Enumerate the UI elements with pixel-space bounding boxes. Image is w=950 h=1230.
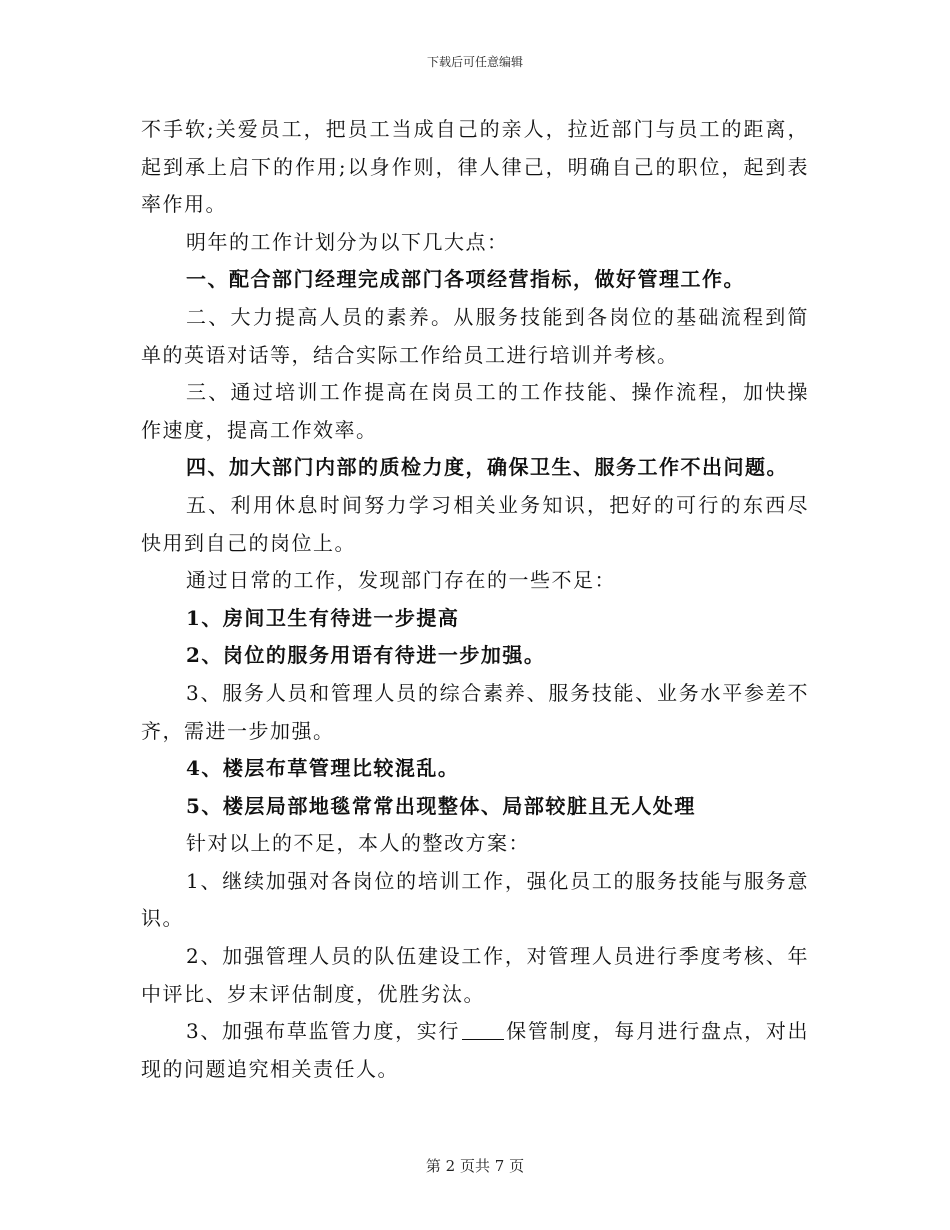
paragraph-4: 二、大力提高人员的素养。从服务技能到各岗位的基础流程到简单的英语对话等，结合实际工作给员工进行培训并考核。: [141, 304, 809, 367]
paragraph-7: 五、利用休息时间努力学习相关业务知识，把好的可行的东西尽快用到自己的岗位上。: [141, 492, 809, 555]
paragraph-8: 通过日常的工作，发现部门存在的一些不足：: [186, 568, 616, 593]
paragraph-17-before-blank: 3、加强布草监管力度，实行: [186, 1019, 461, 1044]
fill-in-blank: [462, 1020, 504, 1040]
paragraph-1: 不手软;关爱员工，把员工当成自己的亲人，拉近部门与员工的距离，起到承上启下的作用;以身作则，律人律己，明确自己的职位，起到表率作用。: [141, 117, 809, 217]
paragraph-17-after-blank: 保管制度，每月进行盘点，对出现的问题追究相关责任人。: [141, 1019, 809, 1081]
paragraph-2: 明年的工作计划分为以下几大点：: [186, 229, 509, 254]
paragraph-12: 4、楼层布草管理比较混乱。: [186, 756, 460, 781]
page-footer: 第 2 页共 7 页: [425, 1157, 525, 1175]
paragraph-3: 一、配合部门经理完成部门各项经营指标，做好管理工作。: [186, 267, 745, 292]
paragraph-9: 1、房间卫生有待进一步提高: [186, 605, 460, 630]
paragraph-17: [141, 1013, 809, 1088]
paragraph-15: 1、继续加强对各岗位的培训工作，强化员工的服务技能与服务意识。: [141, 868, 809, 931]
paragraph-14: 针对以上的不足，本人的整改方案：: [186, 831, 530, 856]
paragraph-13: 5、楼层局部地毯常常出现整体、局部较脏且无人处理: [186, 793, 696, 818]
paragraph-6: 四、加大部门内部的质检力度，确保卫生、服务工作不出问题。: [186, 455, 788, 480]
paragraph-5: 三、通过培训工作提高在岗员工的工作技能、操作流程，加快操作速度，提高工作效率。: [141, 380, 809, 442]
paragraph-11: 3、服务人员和管理人员的综合素养、服务技能、业务水平参差不齐，需进一步加强。: [141, 680, 809, 743]
paragraph-10: 2、岗位的服务用语有待进一步加强。: [186, 643, 546, 668]
page-header: 下载后可任意编辑: [426, 55, 523, 69]
document-body: [141, 111, 809, 1088]
paragraph-16: 2、加强管理人员的队伍建设工作，对管理人员进行季度考核、年中评比、岁末评估制度，优胜劣汰。: [141, 944, 809, 1006]
